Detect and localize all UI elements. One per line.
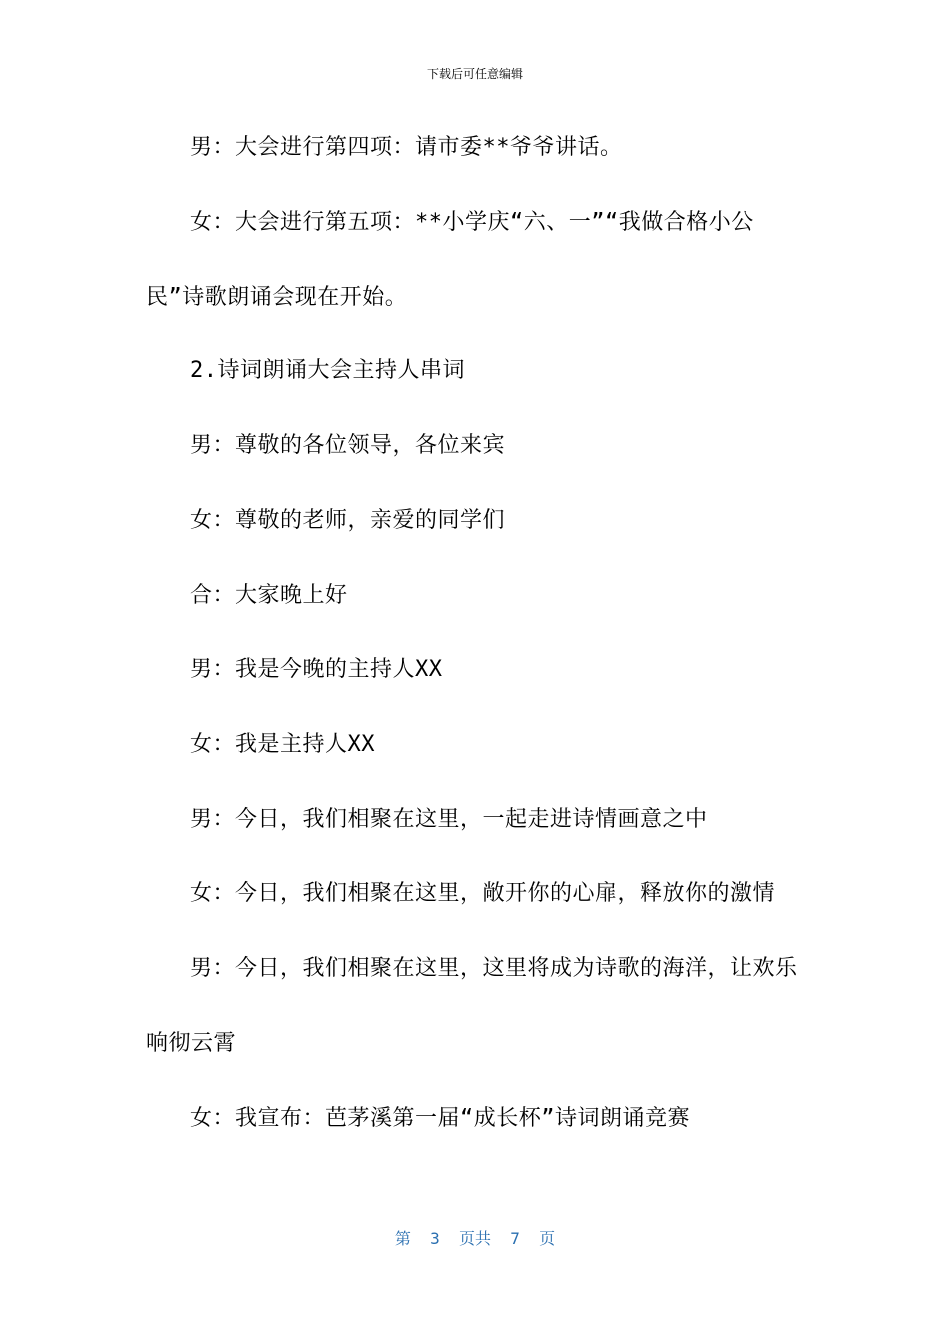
paragraph-line: 女：我是主持人XX [190, 732, 375, 757]
paragraph-line: 女：尊敬的老师，亲爱的同学们 [190, 508, 506, 533]
paragraph-line: 男：大会进行第四项：请市委**爷爷讲话。 [190, 135, 623, 160]
paragraph-line: 女：今日，我们相聚在这里，敞开你的心扉，释放你的激情 [190, 881, 776, 906]
paragraph-line: 男：我是今晚的主持人XX [190, 657, 443, 682]
paragraph-line: 男：今日，我们相聚在这里，这里将成为诗歌的海洋，让欢乐 [190, 956, 798, 981]
paragraph-line: 男：尊敬的各位领导，各位来宾 [190, 433, 506, 458]
paragraph-line: 男：今日，我们相聚在这里，一起走进诗情画意之中 [190, 807, 708, 832]
paragraph-line: 响彻云霄 [146, 1031, 237, 1056]
paragraph-line: 女：我宣布：芭茅溪第一届“成长杯”诗词朗诵竞赛 [190, 1106, 690, 1131]
section-heading: 2.诗词朗诵大会主持人串词 [190, 358, 465, 383]
page-header: 下载后可任意编辑 [426, 67, 523, 81]
page-number-footer: 第 3 页共 7 页 [394, 1229, 556, 1248]
paragraph-line: 合：大家晚上好 [190, 583, 348, 608]
paragraph-line: 民”诗歌朗诵会现在开始。 [146, 285, 408, 310]
paragraph-line: 女：大会进行第五项：**小学庆“六、一”“我做合格小公 [190, 210, 754, 235]
